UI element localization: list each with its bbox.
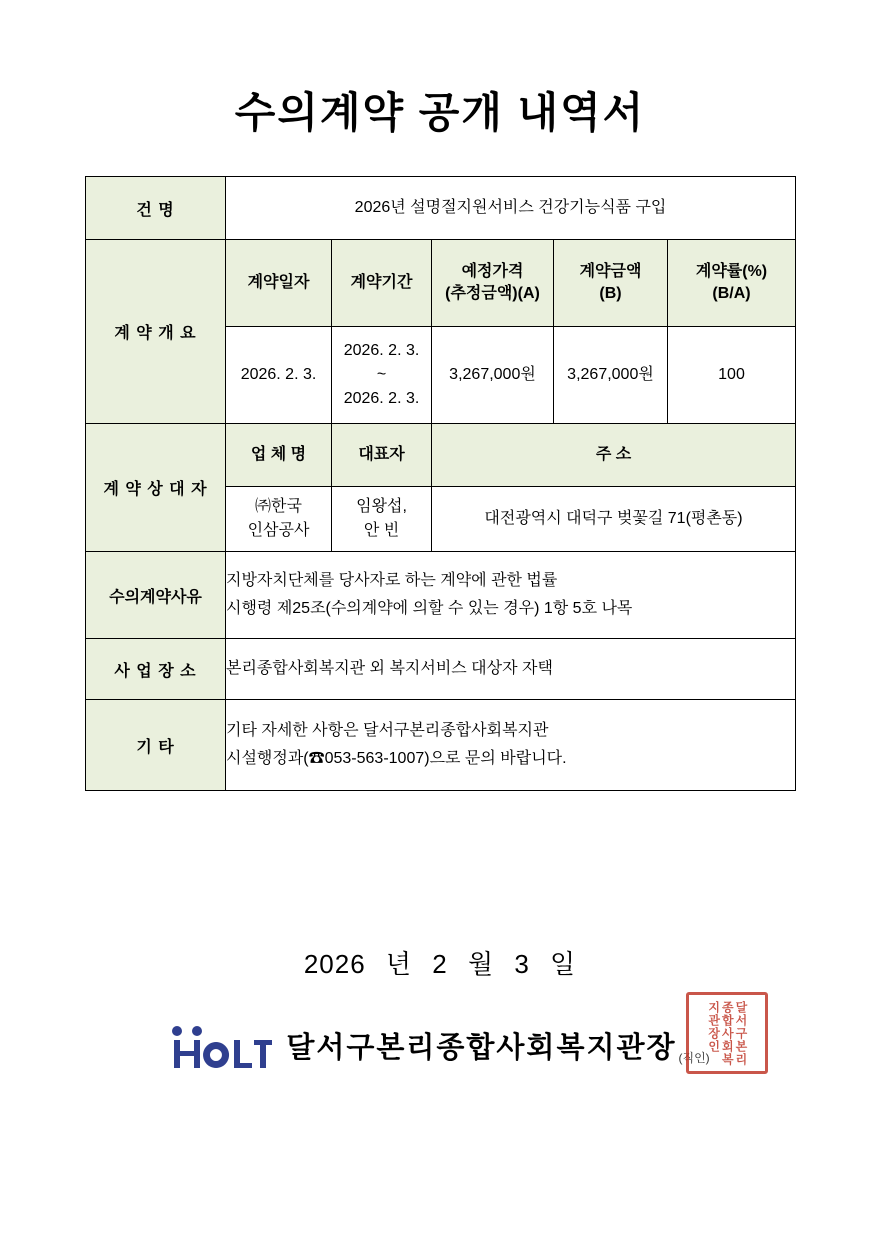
table-row-etc <box>86 700 796 791</box>
header-contract-amount-line1: 계약금액 <box>579 263 642 281</box>
issue-date-day-unit: 일 <box>550 949 577 979</box>
label-place: 사 업 장 소 <box>86 639 226 700</box>
seal-column-3: 지관장인 <box>706 1000 721 1053</box>
value-address: 대전광역시 대덕구 벚꽃길 71(평촌동) <box>432 487 796 552</box>
table-row-counterparty-headers <box>86 424 796 487</box>
value-company-name <box>226 487 332 552</box>
value-representative-line2: 안 빈 <box>363 522 400 539</box>
value-etc-line2: 시설행정과(☎053-563-1007)으로 문의 바랍니다. <box>226 750 567 767</box>
value-contract-rate: 100 <box>668 327 796 424</box>
value-subject: 2026년 설명절지원서비스 건강기능식품 구입 <box>226 177 796 240</box>
value-period-start: 2026. 2. 3. <box>343 342 420 359</box>
value-period-tilde: ~ <box>376 366 387 383</box>
seal-column-1: 달서구본리 <box>733 1000 748 1066</box>
header-contract-rate <box>668 240 796 327</box>
header-contract-period: 계약기간 <box>332 240 432 327</box>
issue-date-month-unit: 월 <box>467 949 495 979</box>
value-contract-amount: 3,267,000원 <box>554 327 668 424</box>
issue-date <box>0 944 880 981</box>
value-contract-period <box>332 327 432 424</box>
label-contract-overview: 계 약 개 요 <box>86 240 226 424</box>
header-contract-amount <box>554 240 668 327</box>
issue-date-year: 2026 <box>303 949 366 979</box>
seal-column-2: 종합사회복 <box>720 1000 735 1066</box>
value-company-name-line1: ㈜한국 <box>255 498 302 515</box>
value-company-name-line2: 인삼공사 <box>247 522 310 539</box>
header-company-name: 업 체 명 <box>226 424 332 487</box>
header-estimated-price <box>432 240 554 327</box>
table-row-place <box>86 639 796 700</box>
header-contract-rate-line2: (B/A) <box>712 285 751 302</box>
table-row-reason <box>86 552 796 639</box>
header-estimated-price-line1: 예정가격 <box>461 263 524 281</box>
value-reason-line2: 시행령 제25조(수의계약에 의할 수 있는 경우) 1항 5호 나목 <box>226 600 633 617</box>
value-reason-line1: 지방자치단체를 당사자로 하는 계약에 관한 법률 <box>226 572 558 589</box>
value-reason <box>226 552 796 639</box>
label-etc: 기 타 <box>86 700 226 791</box>
value-place: 본리종합사회복지관 외 복지서비스 대상자 자택 <box>226 639 796 700</box>
issue-date-year-unit: 년 <box>385 949 413 979</box>
header-contract-rate-line1: 계약률(%) <box>695 263 768 281</box>
label-reason: 수의계약사유 <box>86 552 226 639</box>
header-representative: 대표자 <box>332 424 432 487</box>
value-etc <box>226 700 796 791</box>
label-counterparty: 계 약 상 대 자 <box>86 424 226 552</box>
label-subject: 건 명 <box>86 177 226 240</box>
issue-date-month: 2 <box>432 949 448 979</box>
table-row-subject <box>86 177 796 240</box>
value-etc-line1: 기타 자세한 사항은 달서구본리종합사회복지관 <box>226 722 549 739</box>
header-address: 주 소 <box>432 424 796 487</box>
header-contract-date: 계약일자 <box>226 240 332 327</box>
holt-logo-icon <box>170 1018 274 1072</box>
organization-name: 달서구본리종합사회복지관장 <box>286 1031 677 1064</box>
official-seal-stamp <box>686 992 768 1074</box>
header-contract-amount-line2: (B) <box>599 285 622 302</box>
contract-details-table <box>85 176 796 791</box>
value-period-end: 2026. 2. 3. <box>343 390 420 407</box>
seal-note: (직인) <box>678 1051 710 1065</box>
value-representative <box>332 487 432 552</box>
issue-date-day: 3 <box>514 949 530 979</box>
table-row-overview-headers <box>86 240 796 327</box>
value-representative-line1: 임왕섭, <box>356 498 407 515</box>
header-estimated-price-line2: (추정금액)(A) <box>445 285 540 302</box>
value-contract-date: 2026. 2. 3. <box>226 327 332 424</box>
page-title: 수의계약 공개 내역서 <box>234 89 646 136</box>
value-estimated-price: 3,267,000원 <box>432 327 554 424</box>
